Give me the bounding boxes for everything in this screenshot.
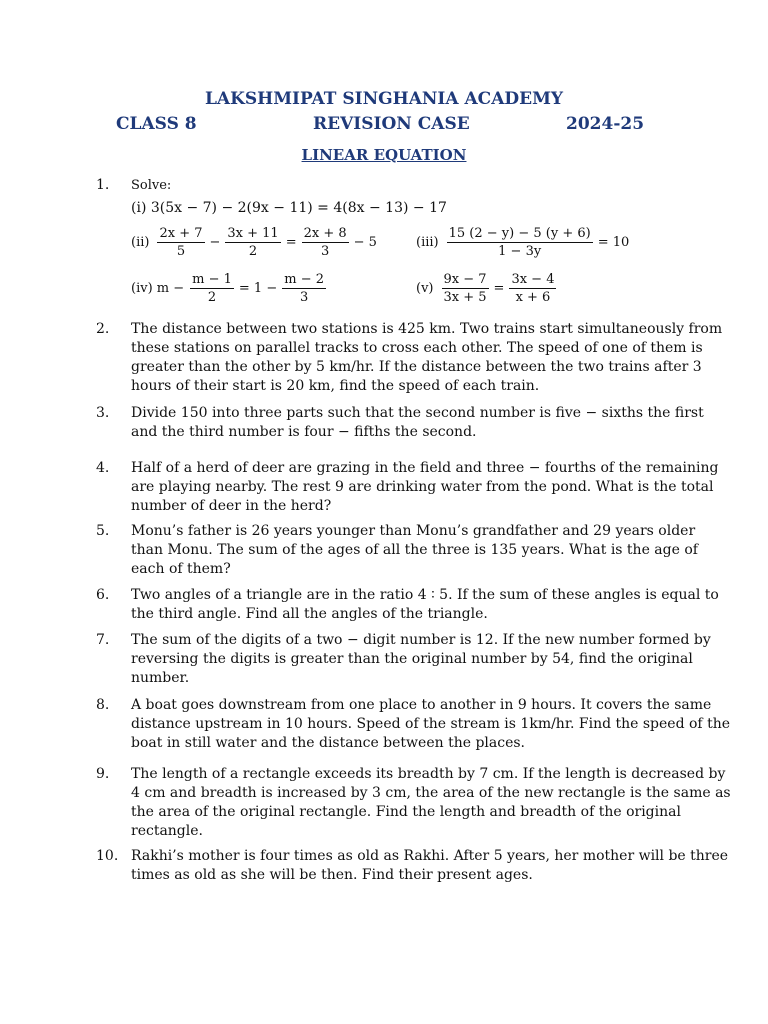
equation-iv: (iv) m − $\frac{m - 1}{2}$ = 1 − $\frac{m - 2}{3}$ <box>131 272 324 305</box>
question-number: 1. <box>96 177 110 193</box>
question-number: 5. <box>96 523 110 539</box>
question-1-lead: Solve: <box>131 178 172 193</box>
question-number: 2. <box>96 321 110 337</box>
question-text: The length of a rectangle exceeds its breadth by 7 cm. If the length is decreased by 4 cm and breadth is increased by 3 cm, the area of the new rectangle is the same as the area of the original rectangle. Find the length and breadth of the original rectangle. <box>131 766 731 839</box>
question-text: Monu’s father is 26 years younger than Monu’s grandfather and 29 years older than Monu. The sum of the ages of all the three is 135 years. What is the age of each of them? <box>131 523 698 577</box>
equation-i: (i) 3(5x − 7) − 2(9x − 11) = 4(8x − 13) − 17 <box>131 200 447 216</box>
question-number: 4. <box>96 460 110 476</box>
question-text: Rakhi’s mother is four times as old as Rakhi. After 5 years, her mother will be three times as old as she will be then. Find their present ages. <box>131 848 729 883</box>
question-text: Half of a herd of deer are grazing in the field and three − fourths of the remaining are playing nearby. The rest 9 are drinking water from the pond. What is the total number of deer in the herd? <box>131 460 719 514</box>
question-text: A boat goes downstream from one place to another in 9 hours. It covers the same distance upstream in 10 hours. Speed of the stream is 1km/hr. Find the speed of the boat in still water and the distance between the places. <box>131 697 730 751</box>
topic-title: LINEAR EQUATION <box>301 146 467 164</box>
equation-ii: (ii) $\frac{2x + 7}{5}$ − $\frac{3x + 11}{2}$ = $\frac{2x + 8}{3}$ − 5 <box>131 226 377 259</box>
question-text: Two angles of a triangle are in the ratio 4 ∶ 5. If the sum of these angles is equal to the third angle. Find all the angles of the triangle. <box>131 587 719 622</box>
question-number: 6. <box>96 587 110 603</box>
question-number: 7. <box>96 632 110 648</box>
question-number: 8. <box>96 697 110 713</box>
school-name: LAKSHMIPAT SINGHANIA ACADEMY <box>204 89 564 109</box>
revision-label: REVISION CASE <box>313 114 470 134</box>
academic-year: 2024-25 <box>566 114 645 134</box>
equation-iii: (iii) $\frac{15 (2 - y) - 5 (y + 6)}{1 - 3y}$ = 10 <box>416 226 630 259</box>
question-number: 3. <box>96 405 110 421</box>
question-text: Divide 150 into three parts such that the second number is five − sixths the first and the third number is four − fifths the second. <box>131 405 704 440</box>
equation-v: (v) $\frac{9x - 7}{3x + 5}$ = $\frac{3x - 4}{x + 6}$ <box>416 272 555 305</box>
question-text: The sum of the digits of a two − digit number is 12. If the new number formed by reversing the digits is greater than the original number by 54, find the original number. <box>131 632 711 686</box>
class-label: CLASS 8 <box>116 114 197 134</box>
question-text: The distance between two stations is 425 km. Two trains start simultaneously from these stations on parallel tracks to cross each other. The speed of one of them is greater than the other by 5 km/hr. If the distance between the two trains after 3 hours of their start is 20 km, find the speed of each train. <box>131 321 723 394</box>
question-number: 9. <box>96 766 110 782</box>
question-number: 10. <box>96 848 119 864</box>
